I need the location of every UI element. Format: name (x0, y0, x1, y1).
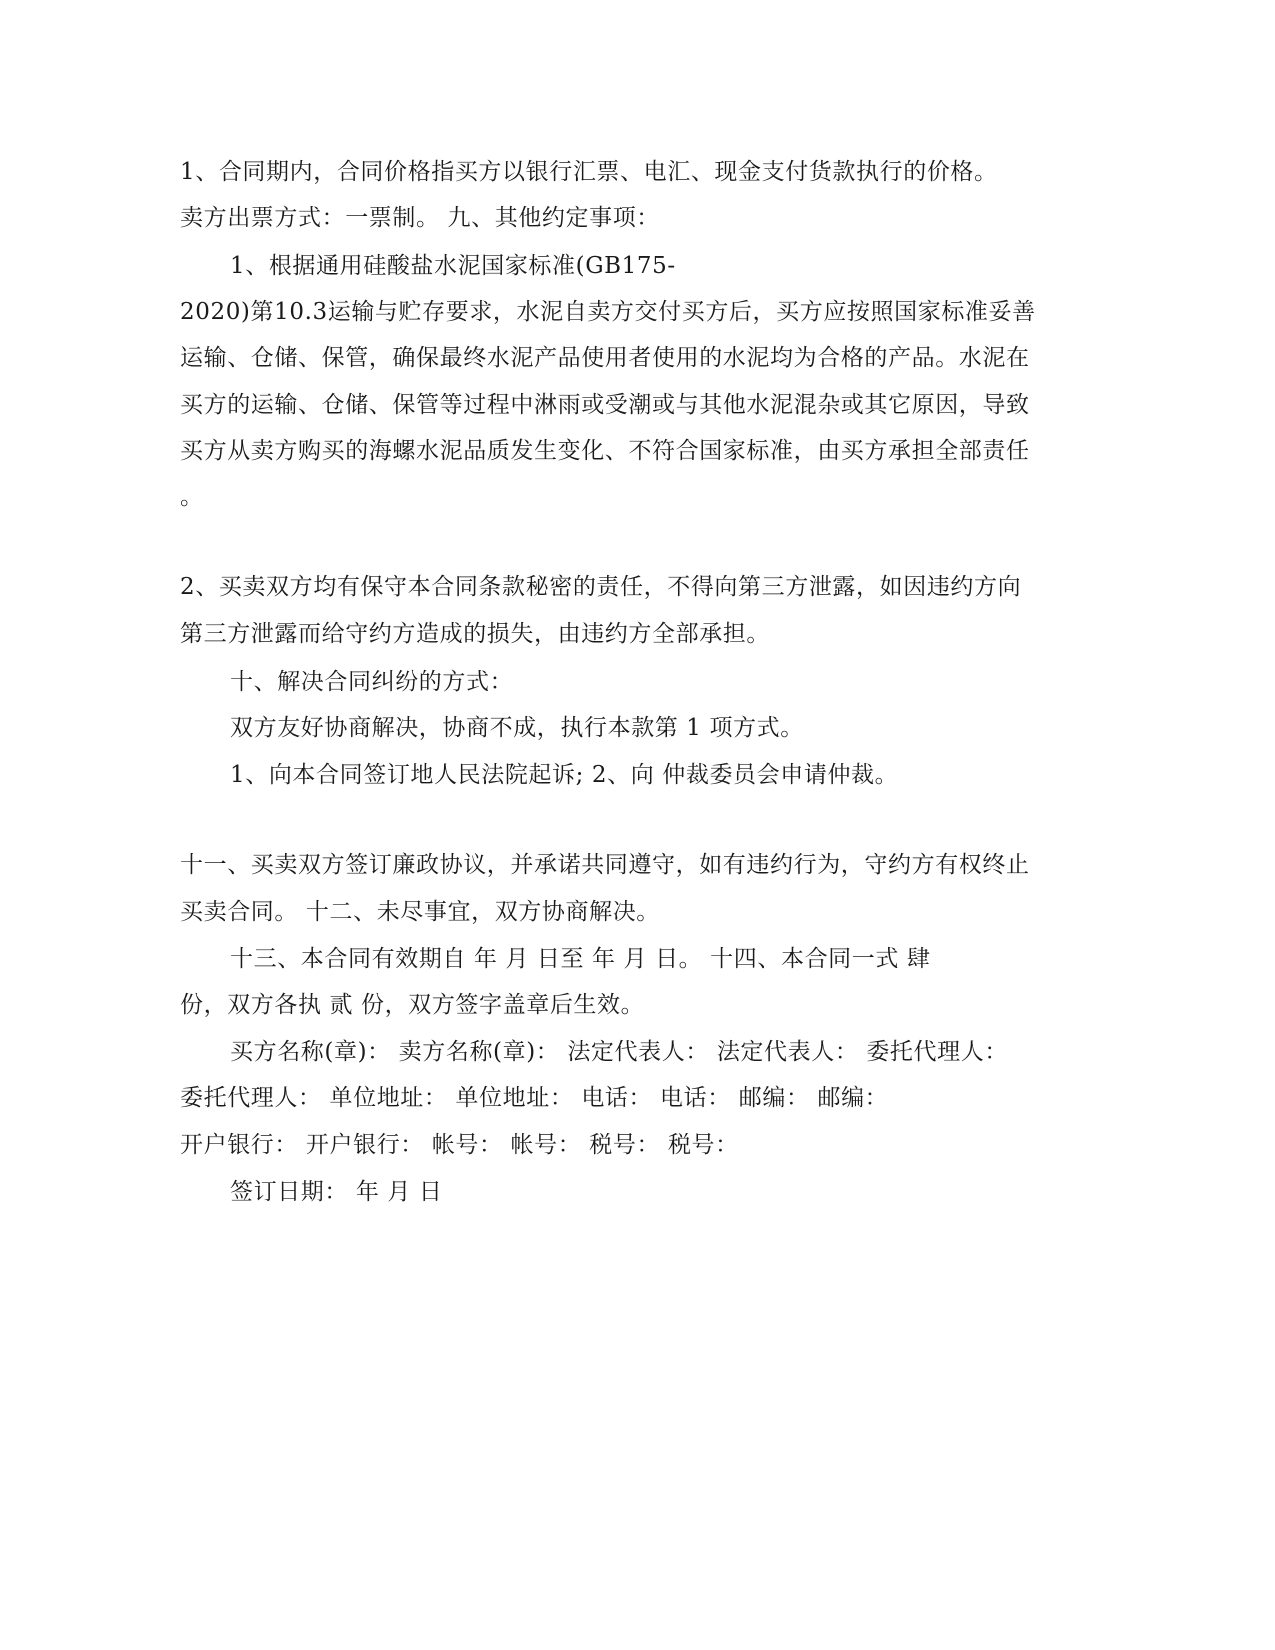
text-line: 买卖合同。 十二、未尽事宜，双方协商解决。 (180, 899, 660, 925)
signature-fields: 买方名称(章)： 卖方名称(章)： 法定代表人： 法定代表人： 委托代理人： (230, 1039, 1008, 1065)
text-line: 买方的运输、仓储、保管等过程中淋雨或受潮或与其他水泥混杂或其它原因，导致 (180, 392, 1030, 418)
text-line: 十三、本合同有效期自 年 月 日至 年 月 日。 十四、本合同一式 肆 (230, 946, 931, 972)
text-line: 买方从卖方购买的海螺水泥品质发生变化、不符合国家标准，由买方承担全部责任 (180, 438, 1030, 464)
text-line: 1、根据通用硅酸盐水泥国家标准(GB175- (230, 253, 676, 279)
text-line: 卖方出票方式：一票制。 九、其他约定事项： (180, 205, 660, 231)
signing-date: 签订日期： 年 月 日 (230, 1179, 443, 1205)
text-line: 第三方泄露而给守约方造成的损失，由违约方全部承担。 (180, 621, 770, 647)
text-line: 运输、仓储、保管，确保最终水泥产品使用者使用的水泥均为合格的产品。水泥在 (180, 345, 1030, 371)
section-heading: 十、解决合同纠纷的方式： (230, 669, 514, 695)
text-line: 1、合同期内，合同价格指买方以银行汇票、电汇、现金支付货款执行的价格。 (180, 159, 998, 185)
text-line: 十一、买卖双方签订廉政协议，并承诺共同遵守，如有违约行为，守约方有权终止 (180, 852, 1030, 878)
text-line: 份，双方各执 贰 份，双方签字盖章后生效。 (180, 992, 645, 1018)
text-line: 双方友好协商解决，协商不成，执行本款第 1 项方式。 (230, 715, 804, 741)
text-line: 2020)第10.3运输与贮存要求，水泥自卖方交付买方后，买方应按照国家标准妥善 (180, 299, 1036, 325)
signature-fields: 开户银行： 开户银行： 帐号： 帐号： 税号： 税号： (180, 1132, 739, 1158)
text-line: 2、买卖双方均有保守本合同条款秘密的责任，不得向第三方泄露，如因违约方向 (180, 574, 1022, 600)
signature-fields: 委托代理人： 单位地址： 单位地址： 电话： 电话： 邮编： 邮编： (180, 1085, 889, 1111)
text-line: 1、向本合同签订地人民法院起诉; 2、向 仲裁委员会申请仲裁。 (230, 762, 899, 788)
text-line: 。 (180, 484, 204, 510)
